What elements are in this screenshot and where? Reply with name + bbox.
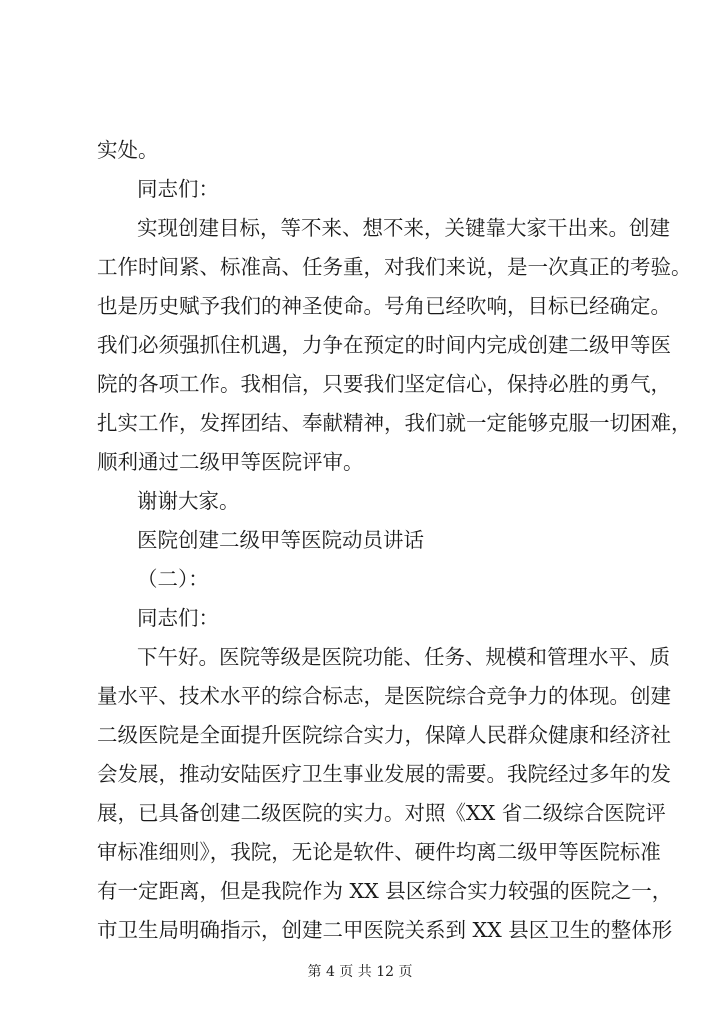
closing-line: 谢谢大家。 (137, 489, 240, 513)
paragraph-line: 也是历史赋予我们的神圣使命。号角已经吹响，目标已经确定。 (97, 294, 671, 318)
salutation-line: 同志们： (137, 606, 219, 630)
salutation-line: 同志们： (137, 177, 219, 201)
section-subtitle: （二）： (137, 567, 209, 591)
paragraph-line: 实处。 (97, 138, 159, 162)
paragraph-line: 有一定距离，但是我院作为 XX 县区综合实力较强的医院之一， (97, 879, 673, 903)
paragraph-line: 量水平、技术水平的综合标志，是医院综合竞争力的体现。创建 (97, 684, 671, 708)
paragraph-line: 工作时间紧、标准高、任务重，对我们来说，是一次真正的考验。 (97, 255, 692, 279)
paragraph-line: 二级医院是全面提升医院综合实力，保障人民群众健康和经济社 (97, 723, 671, 747)
paragraph-line: 下午好。医院等级是医院功能、任务、规模和管理水平、质 (137, 645, 670, 669)
paragraph-line: 我们必须强抓住机遇，力争在预定的时间内完成创建二级甲等医 (97, 333, 671, 357)
paragraph-line: 扎实工作，发挥团结、奉献精神，我们就一定能够克服一切困难， (97, 411, 692, 435)
section-title: 医院创建二级甲等医院动员讲话 (137, 528, 424, 552)
paragraph-line: 会发展，推动安陆医疗卫生事业发展的需要。我院经过多年的发 (97, 762, 671, 786)
paragraph-line: 顺利通过二级甲等医院评审。 (97, 450, 364, 474)
paragraph-line: 院的各项工作。我相信，只要我们坚定信心，保持必胜的勇气， (97, 372, 671, 396)
paragraph-line: 实现创建目标，等不来、想不来，关键靠大家干出来。创建 (137, 216, 670, 240)
paragraph-line: 展，已具备创建二级医院的实力。对照《XX 省二级综合医院评 (97, 801, 666, 825)
page-number-footer: 第 4 页 共 12 页 (307, 964, 413, 980)
paragraph-line: 审标准细则》，我院，无论是软件、硬件均离二级甲等医院标准 (97, 840, 661, 864)
paragraph-line: 市卫生局明确指示，创建二甲医院关系到 XX 县区卫生的整体形 (97, 918, 673, 942)
